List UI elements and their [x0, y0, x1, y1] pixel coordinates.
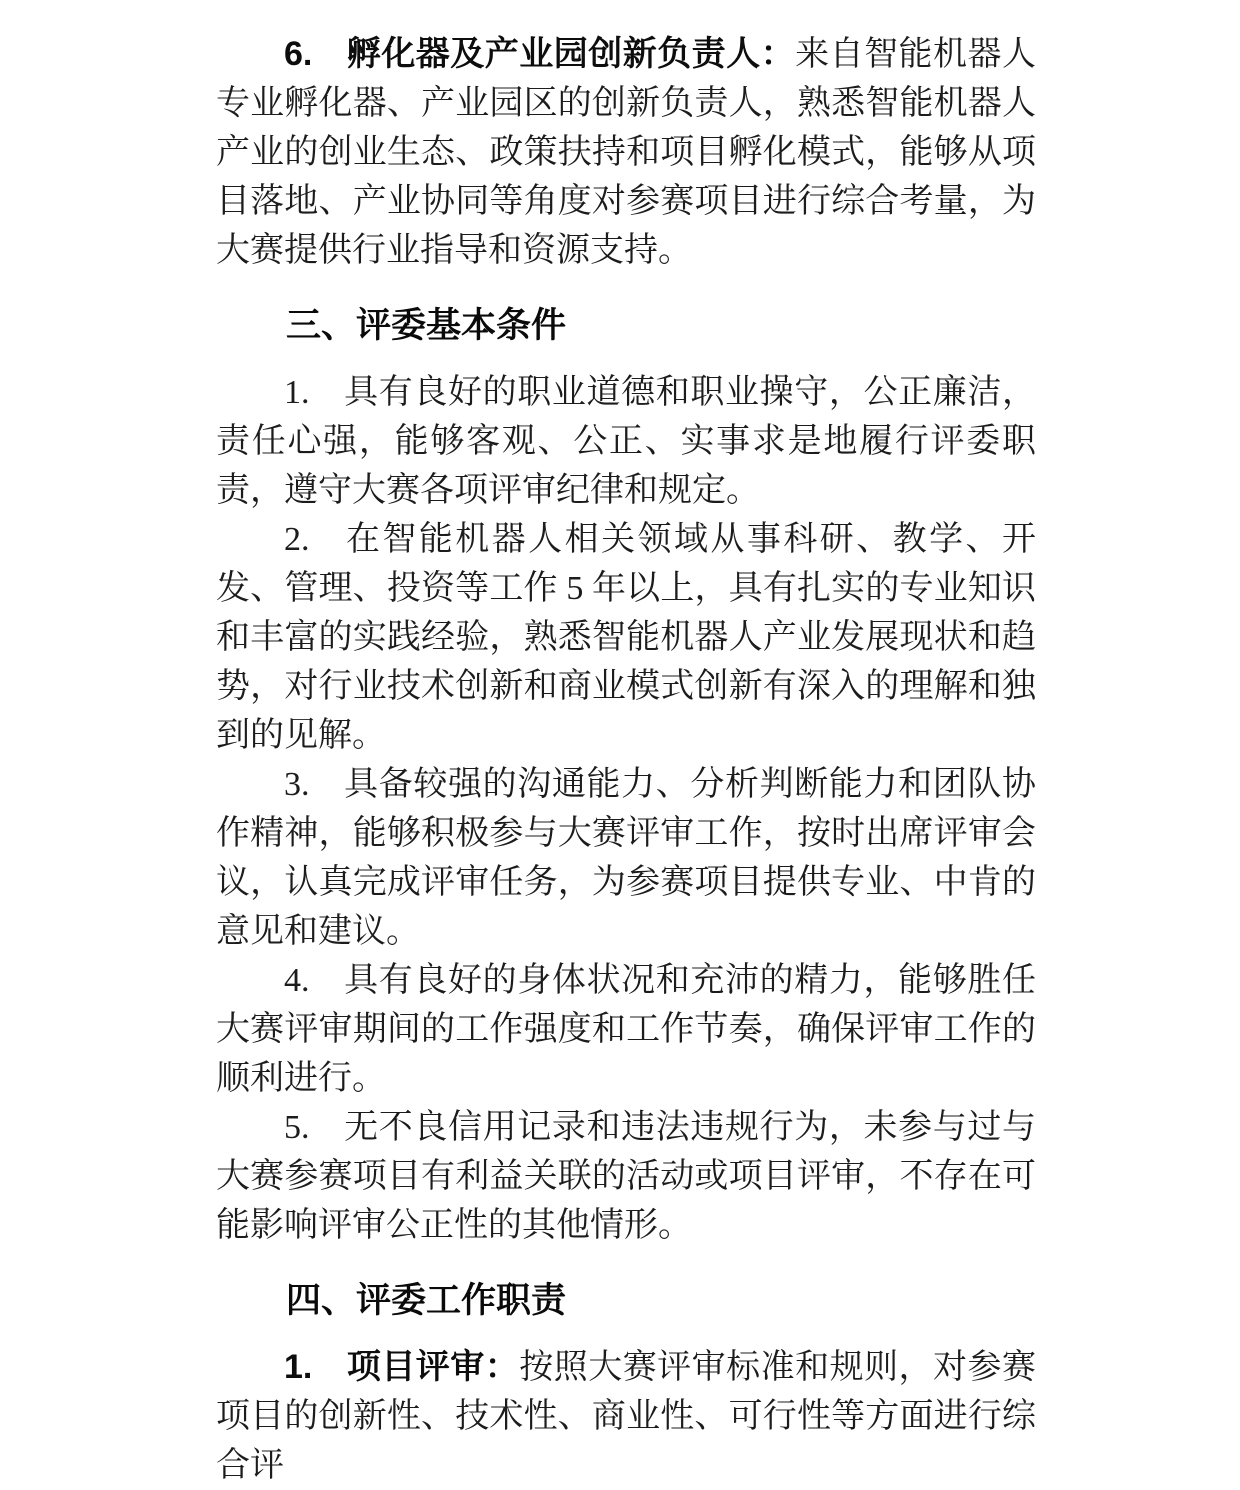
section-heading-judge-basic-requirements: 三、评委基本条件 — [286, 306, 567, 345]
paragraph-requirement-4 — [216, 956, 1036, 1103]
paragraph-text: 4. 具有良好的身体状况和充沛的精力，能够胜任大赛评审期间的工作强度和工作节奏，确保评审工作的顺利进行。 — [216, 962, 1036, 1097]
paragraph-lead: 1. 项目评审： — [284, 1348, 520, 1386]
paragraph-text: 来自智能机器人专业孵化器、产业园区的创新负责人，熟悉智能机器人产业的创业生态、政策扶持和项目孵化模式，能够从项目落地、产业协同等角度对参赛项目进行综合考量，为大赛提供行业指导和资源支持。 — [216, 36, 1037, 269]
paragraph-text: 按照大赛评审标准和规则，对参赛项目的创新性、技术性、商业性、可行性等方面进行综合评 — [216, 1349, 1036, 1484]
paragraph-lead: 6. 孵化器及产业园创新负责人： — [284, 35, 796, 73]
paragraph-text: 5. 无不良信用记录和违法违规行为，未参与过与大赛参赛项目有利益关联的活动或项目评审，不存在可能影响评审公正性的其他情形。 — [216, 1109, 1036, 1244]
paragraph-requirement-5 — [216, 1103, 1036, 1250]
paragraph-text: 1. 具有良好的职业道德和职业操守，公正廉洁，责任心强，能够客观、公正、实事求是地履行评委职责，遵守大赛各项评审纪律和规定。 — [216, 374, 1036, 509]
paragraph-requirement-2 — [216, 515, 1036, 760]
paragraph-duty-1 — [216, 1343, 1036, 1490]
paragraph-text: 2. 在智能机器人相关领域从事科研、教学、开发、管理、投资等工作 5 年以上，具有扎实的专业知识和丰富的实践经验，熟悉智能机器人产业发展现状和趋势，对行业技术创新和商业模式创新有深入的理解和独到的见解。 — [216, 521, 1036, 754]
paragraph-incubator-leader — [216, 30, 1036, 275]
section-heading-judge-duties: 四、评委工作职责 — [286, 1281, 567, 1320]
paragraph-text: 3. 具备较强的沟通能力、分析判断能力和团队协作精神，能够积极参与大赛评审工作，按时出席评审会议，认真完成评审任务，为参赛项目提供专业、中肯的意见和建议。 — [216, 766, 1036, 950]
paragraph-requirement-1 — [216, 368, 1036, 515]
paragraph-requirement-3 — [216, 760, 1036, 956]
